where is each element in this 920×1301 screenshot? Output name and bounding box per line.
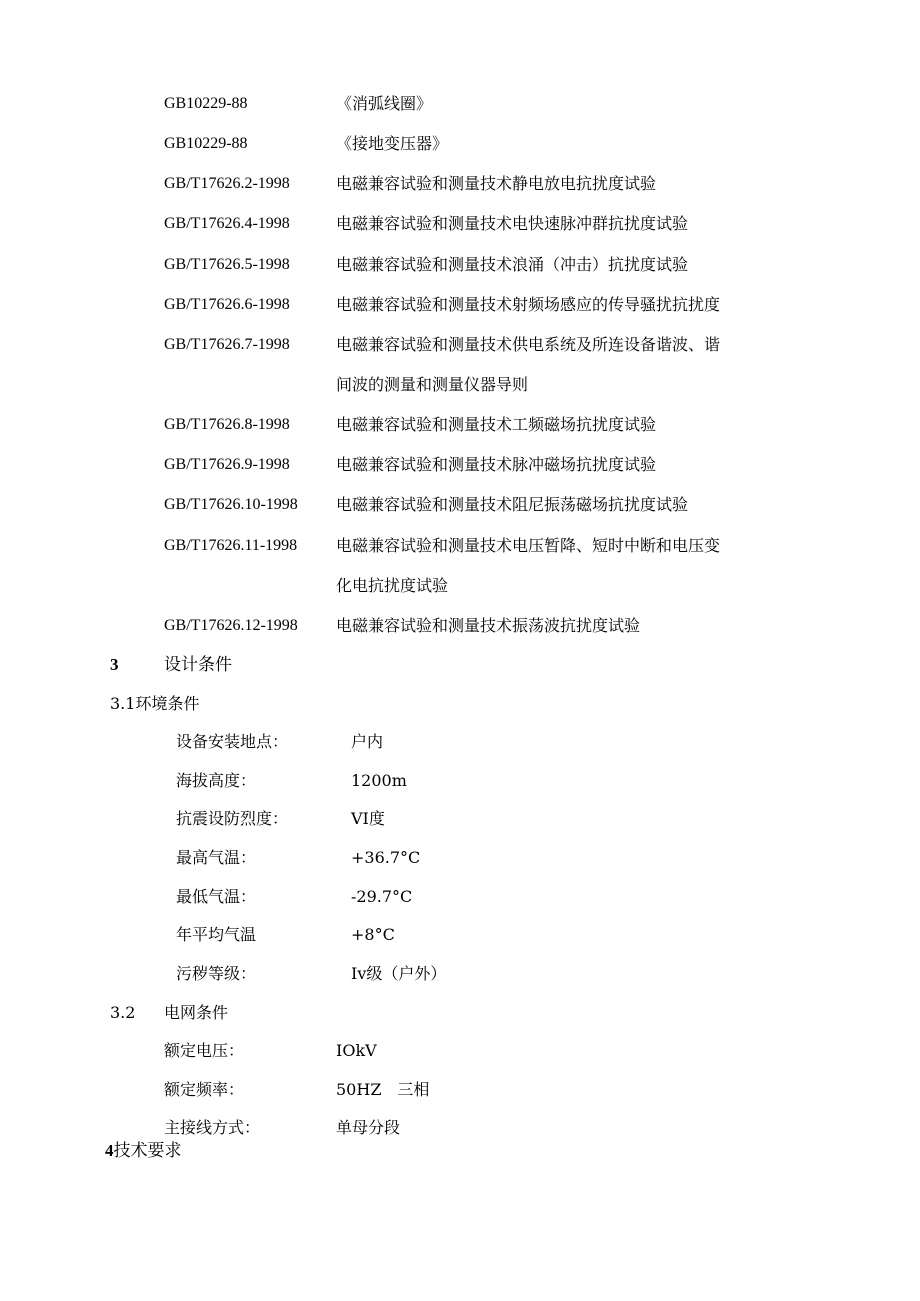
standard-title: 电磁兼容试验和测量技术浪涌（冲击）抗扰度试验 — [336, 255, 689, 274]
condition-label: 海拔高度： — [176, 771, 257, 790]
standard-code: GB/T17626.5-1998 — [164, 256, 290, 273]
standard-code: GB/T17626.9-1998 — [164, 456, 290, 473]
condition-value: Iv级（户外） — [351, 964, 447, 983]
subsection-title: 电网条件 — [164, 1003, 229, 1022]
section-title: 技术要求 — [113, 1141, 182, 1161]
condition-label: 年平均气温 — [176, 925, 257, 944]
condition-label: 设备安装地点： — [176, 732, 289, 751]
standard-title: 电磁兼容试验和测量技术阻尼振荡磁场抗扰度试验 — [336, 495, 689, 514]
condition-label: 最高气温： — [176, 848, 257, 867]
grid-label: 额定电压： — [164, 1041, 245, 1060]
standard-title: 电磁兼容试验和测量技术供电系统及所连设备谐波、谐 — [336, 335, 721, 354]
standard-code: GB/T17626.11-1998 — [164, 537, 298, 554]
condition-label: 最低气温： — [176, 887, 257, 906]
grid-value: 50HZ 三相 — [336, 1080, 430, 1099]
standard-code: GB/T17626.6-1998 — [164, 296, 290, 313]
standard-title: 电磁兼容试验和测量技术电快速脉冲群抗扰度试验 — [336, 214, 689, 233]
standard-code: GB/T17626.8-1998 — [164, 416, 290, 433]
standard-code: GB/T17626.10-1998 — [164, 496, 298, 513]
standard-title: 《消弧线圈》 — [336, 94, 433, 113]
standard-title-continuation: 间波的测量和测量仪器导则 — [336, 375, 529, 394]
standard-title: 《接地变压器》 — [336, 134, 449, 153]
grid-value: 单母分段 — [336, 1118, 401, 1137]
standard-code: GB/T17626.12-1998 — [164, 617, 298, 634]
standard-title-continuation: 化电抗扰度试验 — [336, 576, 449, 595]
condition-value: -29.7°C — [351, 887, 413, 906]
condition-label: 污秽等级： — [176, 964, 257, 983]
condition-value: VI度 — [351, 809, 385, 828]
condition-value: 1200m — [351, 771, 407, 790]
standard-code: GB/T17626.4-1998 — [164, 215, 290, 232]
section-number: 4 — [105, 1141, 114, 1160]
condition-value: 户内 — [351, 732, 384, 751]
subsection-heading: 3.1环境条件 — [110, 694, 200, 713]
standard-title: 电磁兼容试验和测量技术电压暂降、短时中断和电压变 — [336, 536, 721, 555]
standard-code: GB10229-88 — [164, 95, 248, 112]
standard-title: 电磁兼容试验和测量技术静电放电抗扰度试验 — [336, 174, 657, 193]
condition-label: 抗震设防烈度： — [176, 809, 289, 828]
condition-value: +36.7°C — [351, 848, 421, 867]
standard-code: GB10229-88 — [164, 135, 248, 152]
grid-value: IOkV — [336, 1041, 377, 1060]
grid-label: 主接线方式： — [164, 1118, 261, 1137]
standard-title: 电磁兼容试验和测量技术射频场感应的传导骚扰抗扰度 — [336, 295, 721, 314]
section-heading — [105, 1141, 182, 1161]
section-number: 3 — [110, 655, 119, 674]
subsection-number: 3.2 — [110, 1003, 136, 1022]
standard-code: GB/T17626.2-1998 — [164, 175, 290, 192]
standard-code: GB/T17626.7-1998 — [164, 336, 290, 353]
standard-title: 电磁兼容试验和测量技术工频磁场抗扰度试验 — [336, 415, 657, 434]
section-title: 设计条件 — [164, 655, 232, 675]
standard-title: 电磁兼容试验和测量技术振荡波抗扰度试验 — [336, 616, 641, 635]
condition-value: +8°C — [351, 925, 395, 944]
standard-title: 电磁兼容试验和测量技术脉冲磁场抗扰度试验 — [336, 455, 657, 474]
grid-label: 额定频率： — [164, 1080, 245, 1099]
